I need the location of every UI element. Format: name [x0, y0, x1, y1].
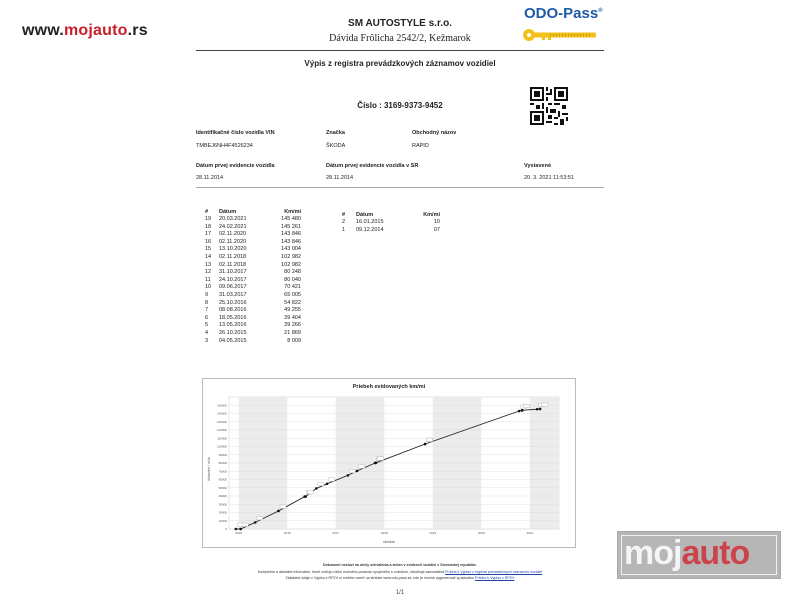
- record-number: 17: [205, 231, 212, 238]
- record-km: 145 261: [281, 223, 301, 230]
- table-row: [203, 307, 303, 315]
- footer-verify: Základné údaje z Výpisu z RPZV si môžete overiť na stránke www.odo-pass.sk, kde je možné vygenerovať aj aktuálnu Prílohu k Výpisu z RPZV: [285, 576, 515, 580]
- x-tick-label: 2016: [283, 531, 291, 535]
- y-axis-label: kilometre / míle: [207, 457, 211, 481]
- vin-value: TMBEJ6NH4F4526234: [196, 143, 253, 149]
- record-number: 14: [205, 253, 212, 260]
- record-date: 31.03.2017: [219, 291, 247, 298]
- table-header-row: [203, 207, 303, 216]
- data-point: [375, 461, 378, 464]
- x-tick-label: 2019: [429, 531, 437, 535]
- record-date: 18.05.2016: [219, 314, 247, 321]
- table-row: [203, 239, 303, 247]
- record-km: 10: [433, 219, 440, 225]
- record-km: 39 404: [284, 314, 301, 321]
- document-number: Číslo : 3169-9373-9452: [357, 101, 443, 110]
- info-divider: [196, 187, 604, 188]
- record-date: 02.11.2020: [219, 231, 247, 238]
- record-date: 25.10.2016: [219, 299, 247, 306]
- first-registration-value: 28.11.2014: [196, 175, 224, 181]
- y-tick-label: 120000: [216, 428, 227, 432]
- point-marker: [359, 465, 365, 469]
- data-point: [326, 482, 329, 485]
- point-marker: [349, 469, 355, 473]
- record-km: 39 266: [284, 322, 301, 329]
- y-tick-label: 40000: [218, 494, 227, 498]
- mojauto-watermark: [617, 531, 781, 579]
- attachment-link-2[interactable]: Prílohu k Výpisu z RPZV: [475, 576, 515, 580]
- column-header-date: Dátum: [219, 208, 237, 215]
- y-tick-label: 60000: [218, 477, 227, 482]
- table-row: [203, 269, 303, 277]
- data-point: [234, 528, 237, 531]
- y-tick-label: 130000: [216, 419, 227, 424]
- record-number: 2: [342, 219, 346, 225]
- mileage-chart-svg: [203, 379, 575, 547]
- y-tick-label: 50000: [218, 485, 227, 490]
- point-marker: [280, 505, 286, 509]
- record-km: 80 040: [284, 276, 301, 283]
- point-marker: [378, 457, 384, 461]
- chart-title: Priebeh evidovaných km/mi: [352, 384, 426, 390]
- point-marker: [427, 438, 433, 442]
- site-url[interactable]: [22, 22, 148, 40]
- x-axis-label: obdobie: [382, 540, 396, 544]
- record-km: 8 009: [287, 337, 301, 344]
- data-point: [347, 474, 350, 477]
- table-row: [203, 292, 303, 300]
- mileage-records-table-2: [340, 210, 442, 234]
- vin-label: Identifikačné číslo vozidla VIN: [196, 130, 275, 136]
- record-km: 21 869: [284, 329, 301, 336]
- record-km: 143 846: [281, 238, 301, 245]
- record-date: 02.11.2018: [219, 261, 247, 268]
- record-date: 09.06.2017: [219, 284, 247, 291]
- issued-label: Vystavené: [524, 163, 552, 169]
- data-point: [539, 408, 542, 411]
- footer-info: Kompletné a aktuálne informácie, ktoré znížujú riziko možného podvodu spojeného s vozidlom, obsahuje samostatná Príloha k Výpisu z registra prevádzkových záznamov vozidiel: [257, 570, 543, 574]
- issued-value: 20. 3. 2021 11:53:51: [524, 175, 575, 181]
- column-header-km: Km/mi: [284, 208, 301, 215]
- record-date: 16.01.2015: [356, 219, 384, 225]
- point-marker: [542, 403, 548, 407]
- record-number: 13: [205, 261, 212, 268]
- record-km: 70 421: [284, 284, 301, 291]
- site-prefix: www.: [22, 22, 64, 39]
- company-address: Dávida Frôlicha 2542/2, Kežmarok: [329, 33, 471, 44]
- record-number: 11: [205, 276, 211, 283]
- y-tick-label: 70000: [218, 469, 227, 474]
- point-marker: [524, 404, 530, 408]
- record-number: 10: [205, 284, 212, 291]
- y-tick-label: 140000: [216, 411, 227, 416]
- x-tick-label: 2017: [332, 531, 340, 535]
- point-marker: [242, 523, 248, 527]
- y-tick-label: 90000: [218, 452, 227, 457]
- first-registration-label: Dátum prvej evidencie vozidla: [196, 163, 275, 169]
- record-date: 31.10.2017: [219, 269, 247, 276]
- column-header-km: Km/mi: [423, 211, 440, 218]
- point-marker: [329, 478, 335, 482]
- footer-notice: Dokument nesluží na účely schválenia a zmien v evidencii vozidiel v Slovenskej republike.: [323, 563, 477, 567]
- x-tick-label: 2015: [235, 531, 243, 535]
- attachment-link[interactable]: Príloha k Výpisu z registra prevádzkových záznamov vozidiel: [445, 570, 543, 574]
- table-row: [203, 254, 303, 262]
- data-point: [315, 487, 318, 490]
- data-point: [518, 410, 521, 413]
- y-tick-label: 10000: [218, 518, 227, 523]
- column-header-number: #: [205, 208, 209, 215]
- record-km: 65 005: [284, 291, 301, 298]
- record-km: 80 248: [284, 269, 301, 276]
- model-label: Obchodný názov: [412, 130, 457, 136]
- data-point: [356, 470, 359, 473]
- column-header-number: #: [342, 211, 346, 218]
- record-date: 24.10.2017: [219, 276, 247, 283]
- table-row: [203, 330, 303, 338]
- record-number: 1: [342, 226, 346, 233]
- site-brand: mojauto: [64, 22, 128, 39]
- data-point: [521, 409, 524, 412]
- company-name: SM AUTOSTYLE s.r.o.: [348, 18, 452, 29]
- y-tick-label: 100000: [216, 444, 227, 449]
- table-row: [203, 315, 303, 323]
- mileage-records-table: [203, 207, 303, 345]
- record-number: 3: [205, 337, 209, 344]
- table-row: [203, 284, 303, 292]
- record-number: 19: [205, 216, 212, 222]
- record-km: 143 004: [281, 246, 301, 253]
- data-point: [254, 521, 257, 524]
- record-number: 16: [205, 238, 212, 245]
- model-value: RAPID: [412, 143, 429, 149]
- data-point: [536, 408, 539, 411]
- record-km: 143 846: [281, 231, 301, 238]
- record-date: 13.05.2016: [219, 322, 247, 329]
- record-km: 102 982: [281, 253, 301, 260]
- record-date: 13.10.2020: [219, 246, 247, 253]
- record-number: 8: [205, 299, 209, 306]
- first-registration-sr-value: 28.11.2014: [326, 175, 354, 181]
- record-km: 49 255: [284, 307, 301, 314]
- record-date: 26.10.2015: [219, 329, 247, 336]
- header-divider: [196, 50, 604, 51]
- first-registration-sr-label: Dátum prvej evidencie vozidla v SR: [326, 163, 419, 169]
- odo-pass-title: ODO-Pass®: [524, 5, 603, 22]
- make-label: Značka: [326, 130, 345, 136]
- odo-pass-logo: [520, 5, 610, 45]
- make-value: ŠKODA: [326, 143, 346, 149]
- data-point: [304, 495, 307, 498]
- record-km: 54 822: [284, 299, 301, 306]
- key-icon: [520, 5, 610, 45]
- table-row: [203, 300, 303, 308]
- record-km: 07: [433, 226, 440, 233]
- y-tick-label: 20000: [218, 510, 227, 515]
- record-date: 04.05.2015: [219, 337, 247, 344]
- point-marker: [318, 482, 324, 486]
- y-tick-label: 80000: [218, 461, 227, 465]
- y-tick-label: 150000: [216, 403, 227, 408]
- record-number: 18: [205, 223, 212, 230]
- x-tick-label: 2021: [526, 531, 534, 535]
- table-row: [203, 338, 303, 346]
- y-tick-label: 30000: [218, 502, 227, 507]
- record-date: 24.02.2021: [219, 223, 247, 230]
- record-number: 4: [205, 329, 209, 336]
- table-row: [203, 322, 303, 330]
- data-point: [424, 443, 427, 446]
- table-row: [203, 224, 303, 232]
- record-number: 5: [205, 322, 209, 329]
- table-row: [340, 227, 442, 235]
- record-km: 102 982: [281, 261, 301, 268]
- table-row: [203, 231, 303, 239]
- mileage-chart: [202, 378, 576, 548]
- point-marker: [307, 490, 313, 494]
- data-point: [239, 528, 242, 531]
- watermark-text: mojauto: [624, 534, 750, 572]
- table-row: [203, 246, 303, 254]
- site-suffix: .rs: [127, 22, 148, 39]
- table-header-row: [340, 210, 442, 219]
- table-row: [340, 219, 442, 227]
- record-number: 7: [205, 307, 209, 314]
- record-number: 12: [205, 269, 212, 276]
- record-number: 6: [205, 314, 209, 321]
- page-number: 1/1: [395, 590, 405, 596]
- column-header-date: Dátum: [356, 211, 374, 218]
- record-date: 08.08.2016: [219, 307, 247, 314]
- record-number: 9: [205, 291, 209, 298]
- record-date: 09.12.2014: [356, 226, 384, 233]
- record-date: 20.03.2021: [219, 216, 247, 222]
- y-tick-label: 0: [225, 527, 227, 531]
- point-marker: [257, 516, 263, 520]
- x-tick-label: 2020: [478, 531, 485, 535]
- y-tick-label: 110000: [217, 436, 227, 441]
- data-point: [277, 510, 280, 513]
- qr-code: [530, 87, 568, 125]
- table-row: [203, 216, 303, 224]
- table-row: [203, 277, 303, 285]
- record-number: 15: [205, 246, 212, 253]
- table-row: [203, 262, 303, 270]
- record-date: 02.11.2020: [219, 238, 247, 245]
- record-date: 02.11.2018: [219, 253, 247, 260]
- x-tick-label: 2018: [380, 531, 388, 535]
- record-km: 145 480: [281, 216, 301, 222]
- document-title: Výpis z registra prevádzkových záznamov vozidiel: [304, 59, 496, 68]
